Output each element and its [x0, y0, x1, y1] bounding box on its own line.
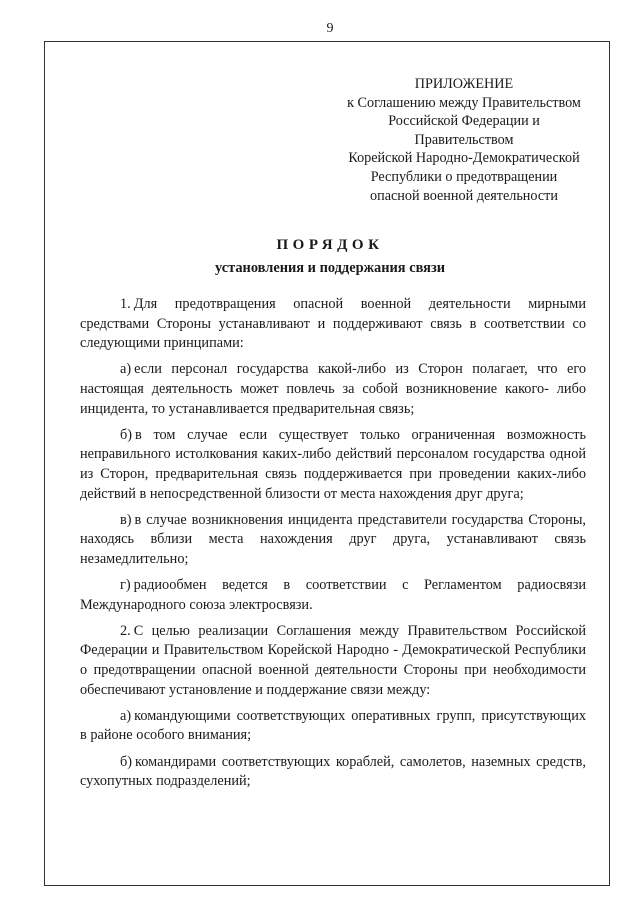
- paragraph-2: [80, 622, 586, 700]
- page-number: 9: [326, 21, 334, 36]
- paragraph-1: [80, 295, 586, 354]
- appendix-line: опасной военной деятельности: [370, 187, 558, 204]
- paragraph-text: радиообмен ведется в соответствии с Регламентом радиосвязи Международного союза электросвязи.: [80, 577, 586, 613]
- paragraph-2b: [80, 753, 586, 792]
- paragraph-label: 1.: [120, 296, 131, 312]
- paragraph-text: в случае возникновения инцидента представители государства Стороны, находясь вблизи места нахождения друг друга, устанавливают связь незамедлительно;: [80, 511, 586, 567]
- document-title: ПОРЯДОК: [276, 237, 384, 253]
- paragraph-label: а): [120, 361, 132, 378]
- paragraph-1c: [80, 511, 586, 570]
- paragraph-text: Для предотвращения опасной военной деятельности мирными средствами Стороны устанавливают и поддерживают связь в соответствии со следующими принципами:: [80, 296, 586, 352]
- paragraph-label: 2.: [120, 622, 131, 639]
- appendix-line: Республики о предотвращении: [370, 168, 558, 185]
- paragraph-2a: [80, 707, 586, 746]
- paragraph-label: г): [120, 577, 131, 594]
- paragraph-label: в): [120, 511, 132, 528]
- document-body: [80, 295, 586, 798]
- paragraph-text: С целью реализации Соглашения между Правительством Российской Федерации и Правительством Корейской Народно - Демократической Республики о предотвращении опасной военной деятельности Стороны при необходимости обеспечивают установление и поддержание связи между:: [80, 622, 586, 698]
- document-subtitle: установления и поддержания связи: [214, 260, 446, 276]
- paragraph-label: б): [120, 753, 133, 770]
- paragraph-1b: [80, 426, 586, 504]
- appendix-header: [332, 75, 596, 205]
- paragraph-label: б): [120, 426, 133, 443]
- appendix-line: Правительством: [414, 131, 514, 148]
- paragraph-text: командирами соответствующих кораблей, самолетов, наземных средств, сухопутных подразделений;: [80, 753, 586, 790]
- paragraph-label: а): [120, 707, 132, 724]
- paragraph-1a: [80, 360, 586, 419]
- appendix-line: Российской Федерации и: [388, 113, 540, 130]
- paragraph-text: командующими соответствующих оперативных групп, присутствующих в районе особого внимания;: [80, 707, 586, 744]
- appendix-line: к Соглашению между Правительством: [347, 94, 581, 111]
- paragraph-text: если персонал государства какой-либо из Сторон полагает, что его настоящая деятельность может повлечь за собой возникновение какого- либо инцидента, то устанавливается предварительная связь;: [80, 361, 586, 417]
- appendix-line: ПРИЛОЖЕНИЕ: [414, 76, 514, 92]
- paragraph-1d: [80, 576, 586, 615]
- appendix-line: Корейской Народно-Демократической: [348, 150, 580, 167]
- paragraph-text: в том случае если существует только ограниченная возможность неправильного истолкования каких-либо действий персоналом государства одной из Сторон, предварительная связь поддерживается при проведении каких-либо действий в непосредственной близости от места нахождения друг друга;: [80, 426, 586, 502]
